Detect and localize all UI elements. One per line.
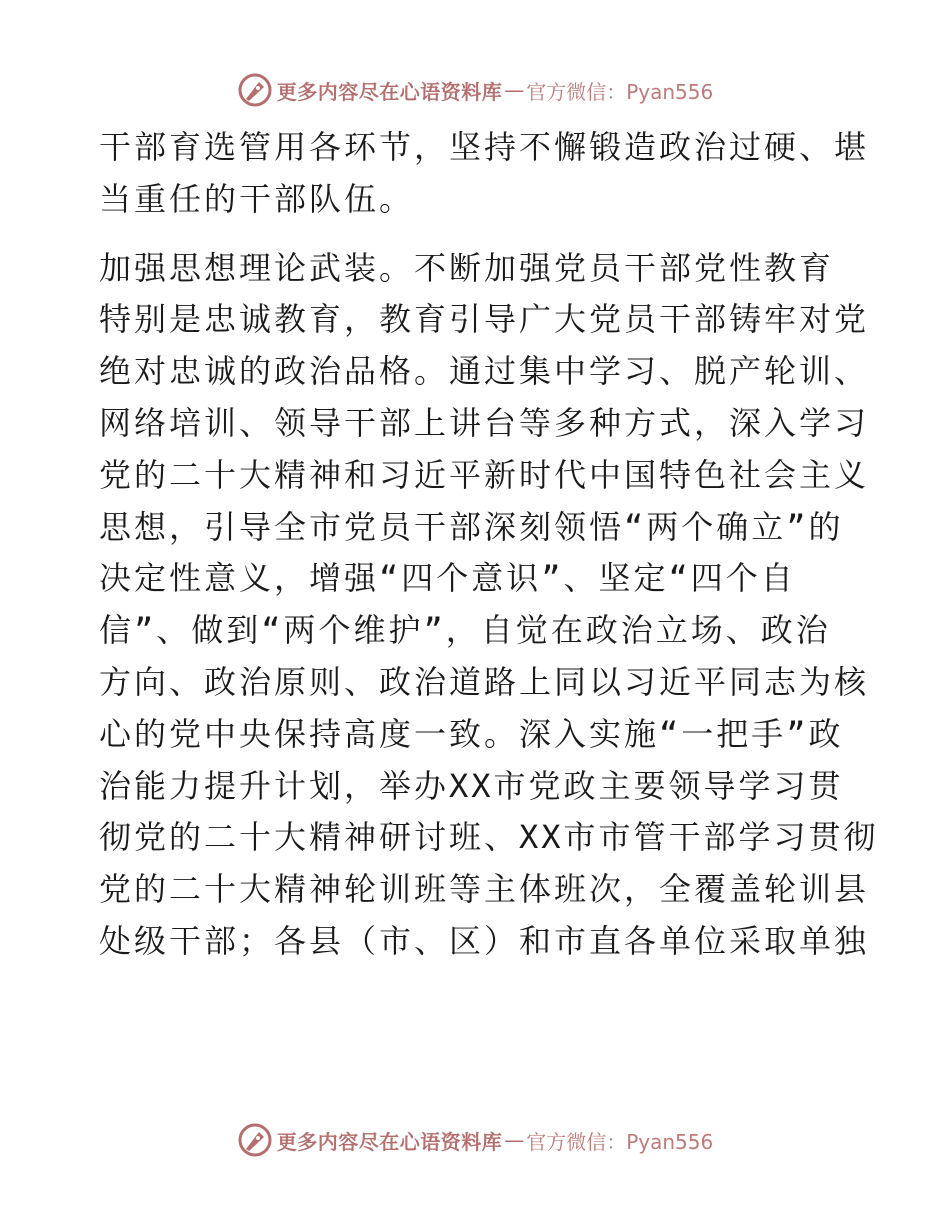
text-line: 网络培训、领导干部上讲台等多种方式，深入学习 (99, 403, 870, 442)
text-line: 彻党的二十大精神研讨班、XX市市管干部学习贯彻 (99, 818, 879, 857)
paragraph (99, 243, 879, 968)
text-line: 党的二十大精神轮训班等主体班次，全覆盖轮训县 (99, 870, 870, 909)
text-line: 党的二十大精神和习近平新时代中国特色社会主义 (99, 455, 870, 494)
pen-nib-circle-icon (237, 1122, 273, 1158)
watermark-text: 更多内容尽在心语资料库 (276, 1129, 503, 1154)
text-line: 加强思想理论武装。不断加强党员干部党性教育 (99, 248, 835, 287)
paragraph (99, 122, 870, 226)
text-line: 治能力提升计划，举办XX市党政主要领导学习贯 (99, 766, 844, 805)
text-line: 决定性意义，增强“四个意识”、坚定“四个自 (99, 559, 796, 598)
text-line: 心的党中央保持高度一致。深入实施“一把手”政 (99, 714, 844, 753)
watermark-text: 更多内容尽在心语资料库 (276, 79, 503, 104)
pen-nib-circle-icon (237, 72, 273, 108)
watermark-separator: — (504, 1128, 525, 1152)
text-line: 绝对忠诚的政治品格。通过集中学习、脱产轮训、 (99, 352, 870, 391)
text-line: 方向、政治原则、政治道路上同以习近平同志为核 (99, 662, 870, 701)
document-body (99, 122, 879, 968)
text-line: 特别是忠诚教育，教育引导广大党员干部铸牢对党 (99, 300, 870, 339)
text-line: 干部育选管用各环节，坚持不懈锻造政治过硬、堪 (99, 128, 870, 166)
watermark-header (0, 68, 950, 112)
watermark-separator: — (504, 78, 525, 102)
text-line: 处级干部；各县（市、区）和市直各单位采取单独 (99, 921, 870, 960)
watermark-wechat: 官方微信：Pyan556 (526, 1129, 714, 1154)
text-line: 当重任的干部队伍。 (99, 179, 415, 218)
watermark-wechat: 官方微信：Pyan556 (526, 79, 714, 104)
watermark-footer (0, 1118, 950, 1162)
text-line: 信”、做到“两个维护”，自觉在政治立场、政治 (99, 611, 831, 650)
text-line: 思想，引导全市党员干部深刻领悟“两个确立”的 (99, 507, 844, 546)
